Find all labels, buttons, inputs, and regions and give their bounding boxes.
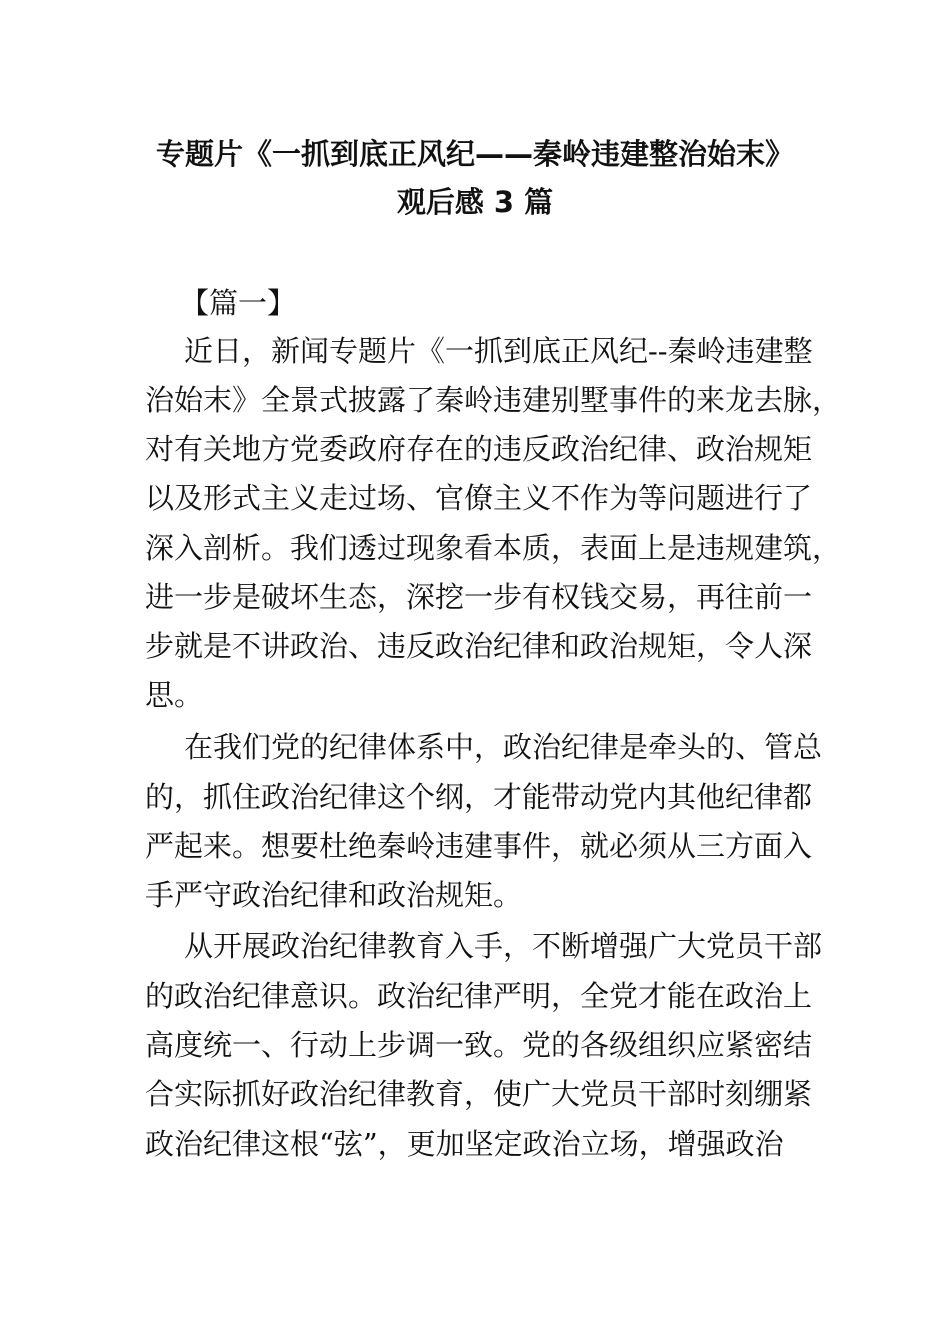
paragraph-line: 深入剖析。我们透过现象看本质，表面上是违规建筑， <box>145 531 842 565</box>
document-title-line-1: 专题片《一抓到底正风纪——秦岭违建整治始末》 <box>155 137 794 171</box>
paragraph-line: 治始末》全景式披露了秦岭违建别墅事件的来龙去脉， <box>145 383 842 417</box>
paragraph-line: 步就是不讲政治、违反政治纪律和政治规矩，令人深 <box>145 629 813 663</box>
paragraph-line: 对有关地方党委政府存在的违反政治纪律、政治规矩 <box>145 432 813 466</box>
paragraph-line: 的政治纪律意识。政治纪律严明，全党才能在政治上 <box>145 979 813 1013</box>
paragraph-line: 近日，新闻专题片《一抓到底正风纪--秦岭违建整 <box>184 334 813 368</box>
paragraph-line: 在我们党的纪律体系中，政治纪律是牵头的、管总 <box>184 730 823 764</box>
paragraph-line: 以及形式主义走过场、官僚主义不作为等问题进行了 <box>145 481 813 515</box>
paragraph-line: 思。 <box>145 678 204 712</box>
paragraph-line: 严起来。想要杜绝秦岭违建事件，就必须从三方面入 <box>145 829 813 863</box>
paragraph-line: 政治纪律这根“弦”，更加坚定政治立场，增强政治 <box>145 1127 784 1161</box>
paragraph-line: 手严守政治纪律和政治规矩。 <box>145 878 523 912</box>
document-title-line-2: 观后感 3 篇 <box>396 185 554 219</box>
paragraph-line: 的，抓住政治纪律这个纲，才能带动党内其他纪律都 <box>145 780 813 814</box>
paragraph-line: 从开展政治纪律教育入手，不断增强广大党员干部 <box>184 929 823 963</box>
paragraph-line: 合实际抓好政治纪律教育，使广大党员干部时刻绷紧 <box>145 1077 813 1111</box>
section-heading: 【篇一】 <box>180 286 297 320</box>
paragraph-line: 高度统一、行动上步调一致。党的各级组织应紧密结 <box>145 1028 813 1062</box>
paragraph-line: 进一步是破坏生态，深挖一步有权钱交易，再往前一 <box>145 580 813 614</box>
